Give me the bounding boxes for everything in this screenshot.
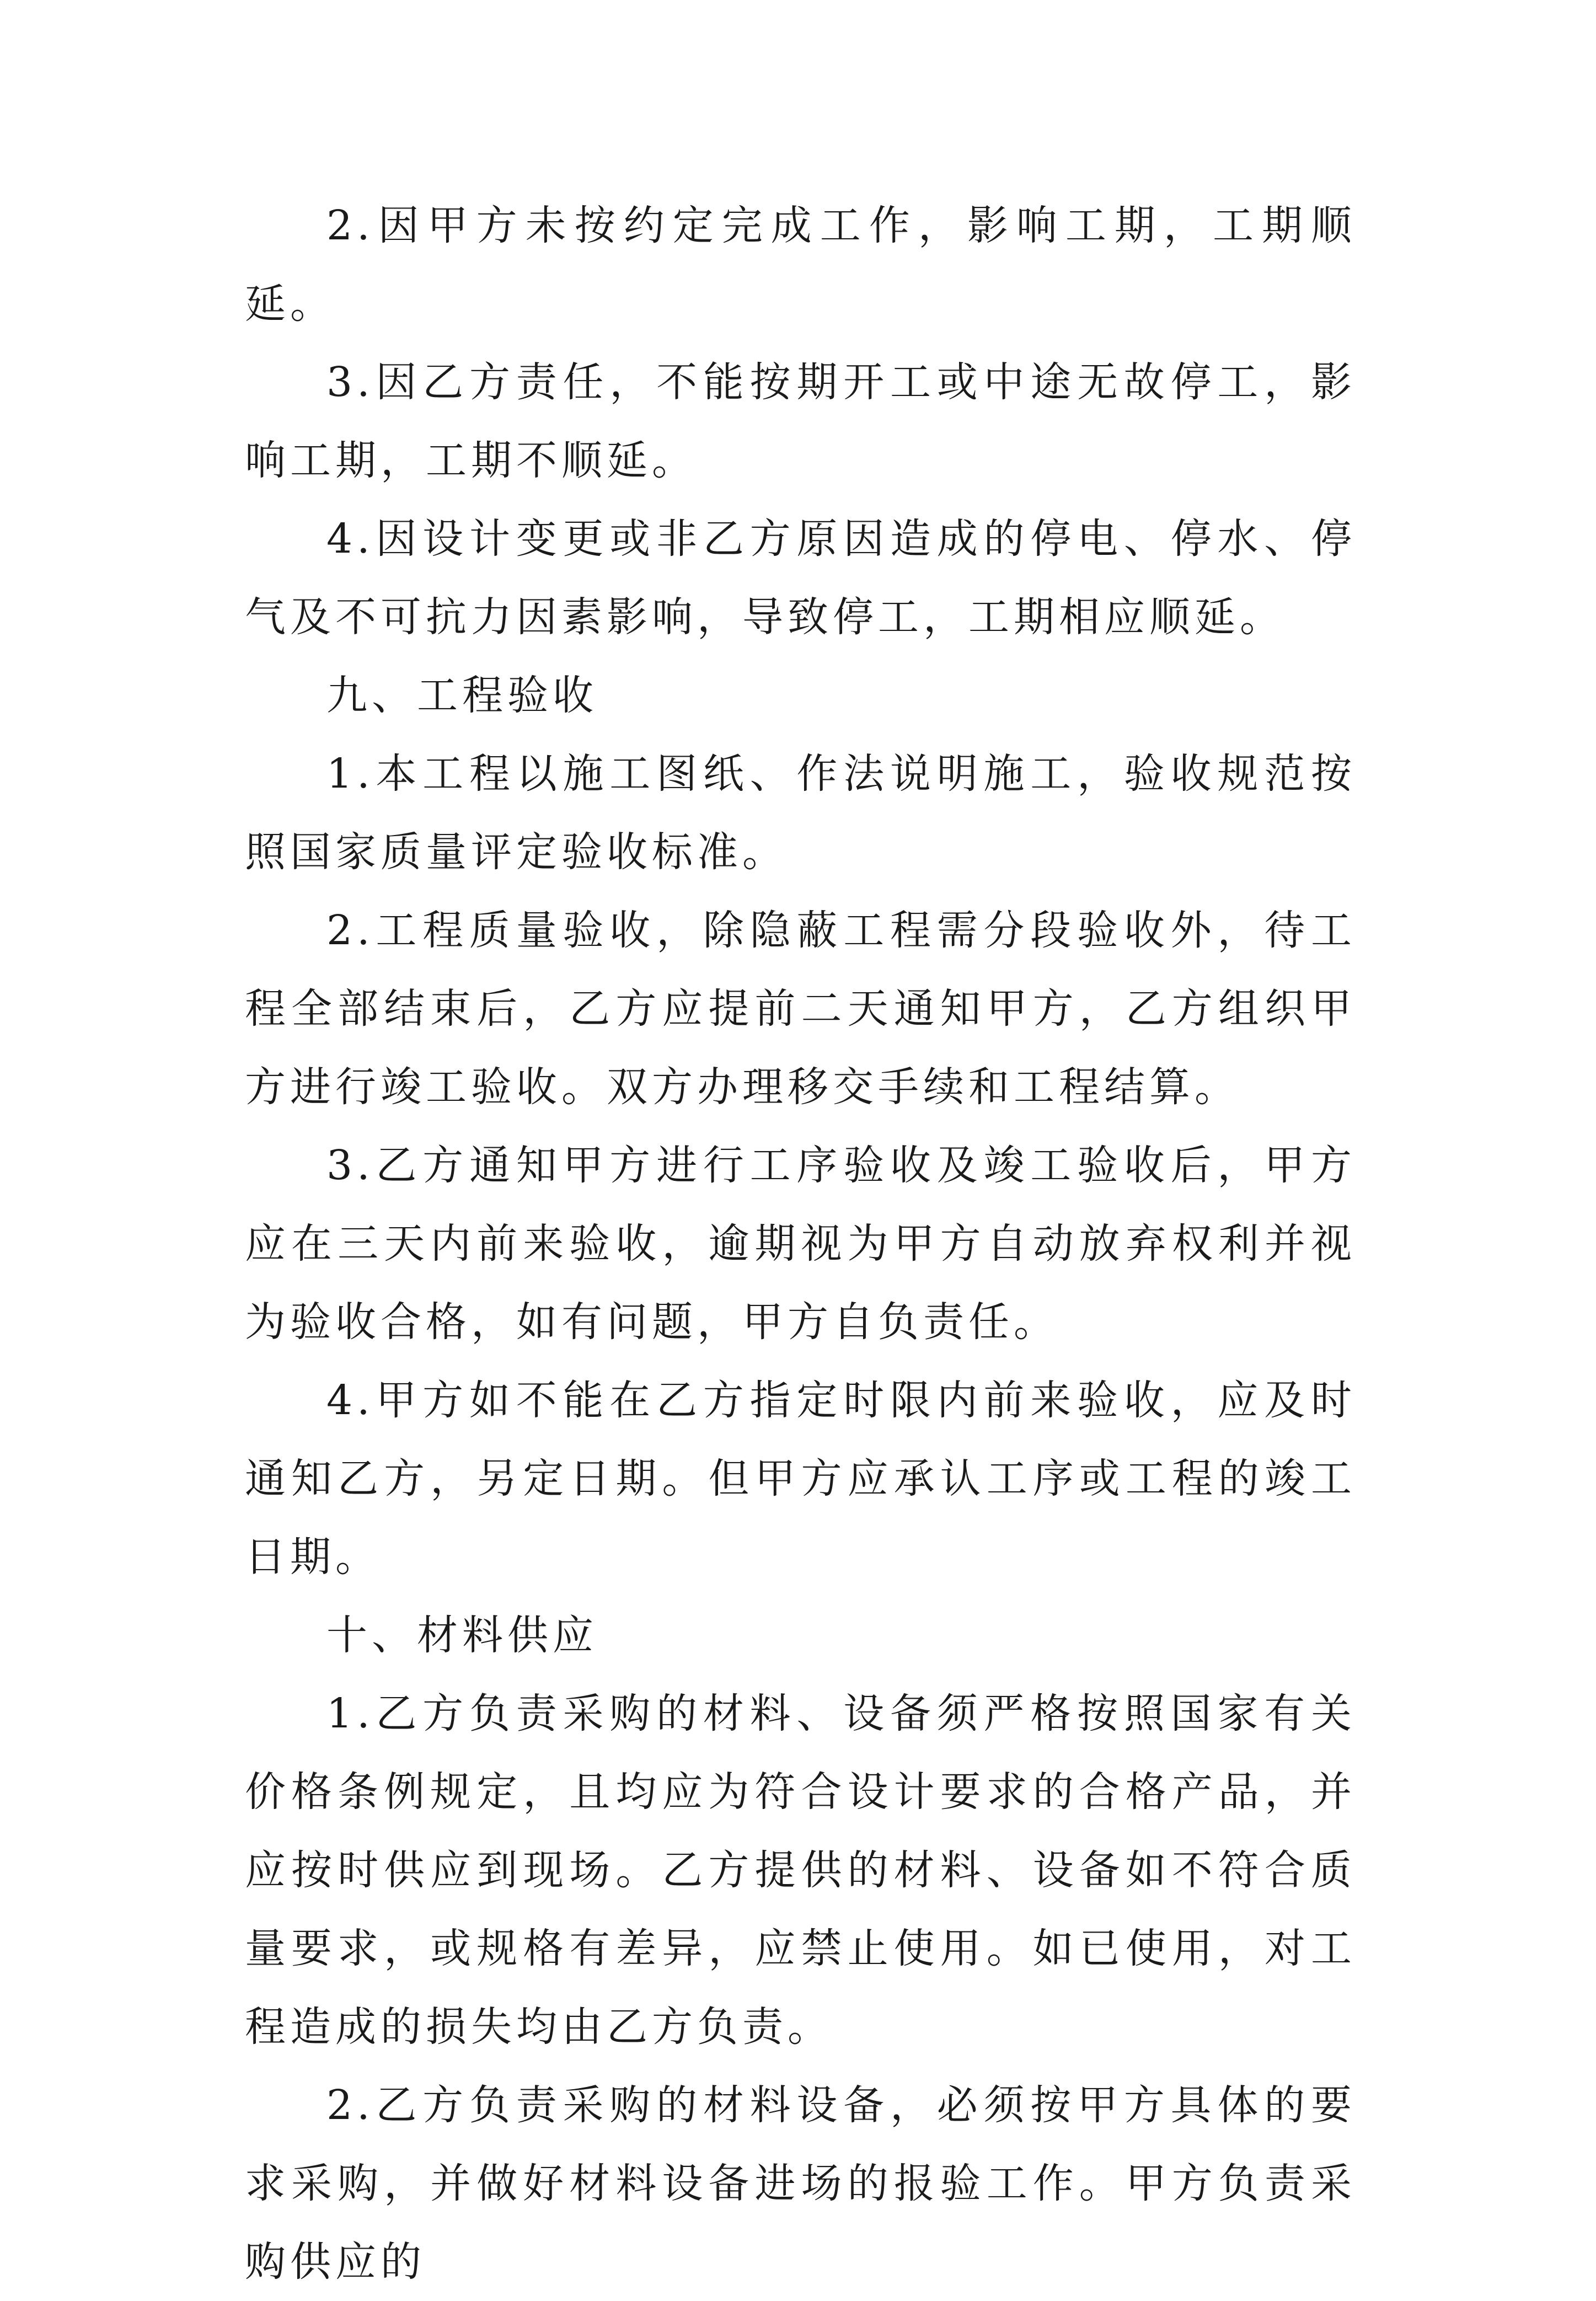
paragraph-delay-contractor: 3.因乙方责任，不能按期开工或中途无故停工，影响工期，工期不顺延。: [245, 358, 1356, 484]
paragraph-acceptance-standard: 1.本工程以施工图纸、作法说明施工，验收规范按照国家质量评定验收标准。: [245, 750, 1356, 876]
paragraph-delay-owner: 2.因甲方未按约定完成工作，影响工期，工期顺延。: [245, 202, 1356, 328]
section-heading-acceptance: 九、工程验收: [326, 672, 598, 719]
section-heading-materials: 十、材料供应: [326, 1612, 598, 1659]
paragraph-delay-force-majeure: 4.因设计变更或非乙方原因造成的停电、停水、停气及不可抗力因素影响，导致停工，工期相应顺延。: [245, 515, 1356, 641]
paragraph-materials-procurement: 2.乙方负责采购的材料设备，必须按甲方具体的要求采购，并做好材料设备进场的报验工作。甲方负责采购供应的: [245, 2081, 1356, 2286]
paragraph-acceptance-notice: 3.乙方通知甲方进行工序验收及竣工验收后，甲方应在三天内前来验收，逾期视为甲方自动放弃权利并视为验收合格，如有问题，甲方自负责任。: [245, 1142, 1356, 1346]
paragraph-materials-contractor: 1.乙方负责采购的材料、设备须严格按照国家有关价格条例规定，且均应为符合设计要求的合格产品，并应按时供应到现场。乙方提供的材料、设备如不符合质量要求，或规格有差异，应禁止使用。如已使用，对工程造成的损失均由乙方负责。: [245, 1690, 1356, 2051]
paragraph-acceptance-quality: 2.工程质量验收，除隐蔽工程需分段验收外，待工程全部结束后，乙方应提前二天通知甲方，乙方组织甲方进行竣工验收。双方办理移交手续和工程结算。: [245, 907, 1356, 1111]
paragraph-acceptance-deadline: 4.甲方如不能在乙方指定时限内前来验收，应及时通知乙方，另定日期。但甲方应承认工序或工程的竣工日期。: [245, 1377, 1356, 1581]
document-body: [245, 186, 1356, 2301]
